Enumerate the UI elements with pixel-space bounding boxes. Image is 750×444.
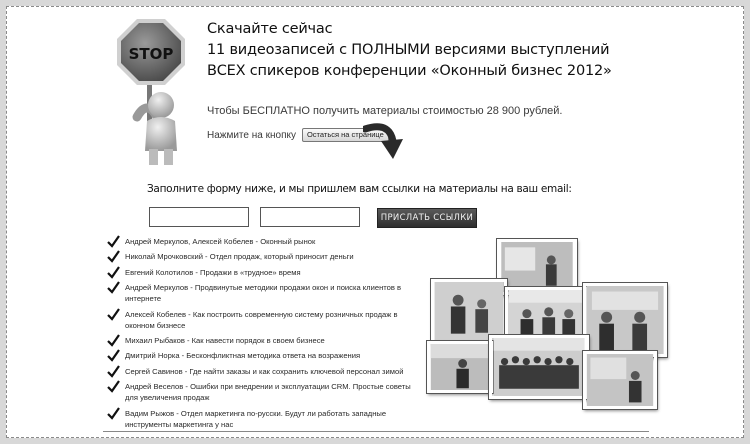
form-prompt: Заполните форму ниже, и мы пришлем вам ссылки на материалы на ваш email: — [147, 183, 572, 195]
press-button-row — [207, 128, 389, 142]
speaker-text: Вадим Рыжов - Отдел маркетинга по-русски. Будут ли работать западные инструменты маркетинга у нас — [125, 408, 387, 429]
speaker-text: Алексей Кобелев - Как построить современную систему розничных продаж в оконном бизнесе — [125, 309, 398, 330]
list-item — [107, 309, 417, 331]
headline-line-1: Скачайте сейчас — [207, 21, 333, 37]
checkmark-icon — [107, 407, 120, 420]
checkmark-icon — [107, 308, 120, 321]
checkmark-icon — [107, 349, 120, 362]
press-prompt-text: Нажмите на кнопку — [207, 129, 296, 141]
speaker-list — [107, 236, 417, 434]
list-item — [107, 350, 417, 361]
list-item — [107, 251, 417, 262]
checkmark-icon — [107, 281, 120, 294]
stay-on-page-button[interactable]: Остаться на странице — [302, 128, 389, 142]
checkmark-icon — [107, 365, 120, 378]
send-links-button[interactable]: ПРИСЛАТЬ ССЫЛКИ — [377, 208, 477, 228]
headline — [207, 19, 612, 82]
checkmark-icon — [107, 266, 120, 279]
list-item — [107, 282, 417, 304]
photo-collage — [423, 239, 673, 415]
checkmark-icon — [107, 380, 120, 393]
list-item — [107, 267, 417, 278]
speaker-text: Андрей Меркулов - Продвинутые методики продажи окон и поиска клиентов в интернете — [125, 283, 402, 304]
stop-sign-figure — [109, 17, 209, 167]
bottom-divider — [103, 431, 649, 432]
figure-head — [148, 92, 174, 118]
headline-line-3: ВСЕХ спикеров конференции «Оконный бизнес 2012» — [207, 63, 612, 79]
headline-line-2: 11 видеозаписей с ПОЛНЫМИ версиями выступлений — [207, 42, 610, 58]
figure-body — [145, 117, 177, 151]
list-item — [107, 236, 417, 247]
conference-photo — [583, 351, 657, 409]
free-offer-text: Чтобы БЕСПЛАТНО получить материалы стоимостью 28 900 рублей. — [207, 105, 563, 117]
list-item — [107, 408, 417, 430]
speaker-text: Сергей Савинов - Где найти заказы и как сохранить ключевой персонал зимой — [125, 366, 404, 376]
checkmark-icon — [107, 235, 120, 248]
speaker-text: Андрей Веселов - Ошибки при внедрении и эксплуатации CRM. Простые советы для увеличения продаж — [125, 382, 411, 403]
hero-section — [109, 17, 612, 167]
stop-sign-text: STOP — [128, 45, 174, 63]
checkmark-icon — [107, 334, 120, 347]
speaker-text: Дмитрий Норка - Бесконфликтная методика ответа на возражения — [125, 351, 361, 361]
speaker-text: Николай Мрочковский - Отдел продаж, который приносит деньги — [125, 252, 354, 262]
email-input[interactable] — [260, 207, 360, 227]
conference-photo — [583, 283, 667, 357]
curved-arrow-icon — [363, 119, 405, 163]
speaker-text: Михаил Рыбаков - Как навести порядок в своем бизнесе — [125, 335, 325, 345]
speaker-text: Андрей Меркулов, Алексей Кобелев - Оконный рынок — [125, 237, 316, 246]
name-input[interactable] — [149, 207, 249, 227]
conference-photo — [427, 341, 493, 393]
list-item — [107, 335, 417, 346]
list-item — [107, 366, 417, 377]
conference-photo — [489, 335, 589, 399]
conference-photo — [431, 279, 507, 343]
landing-page — [6, 6, 744, 438]
checkmark-icon — [107, 250, 120, 263]
list-item — [107, 381, 417, 403]
speaker-text: Евгений Колотилов - Продажи в «трудное» время — [125, 267, 301, 277]
